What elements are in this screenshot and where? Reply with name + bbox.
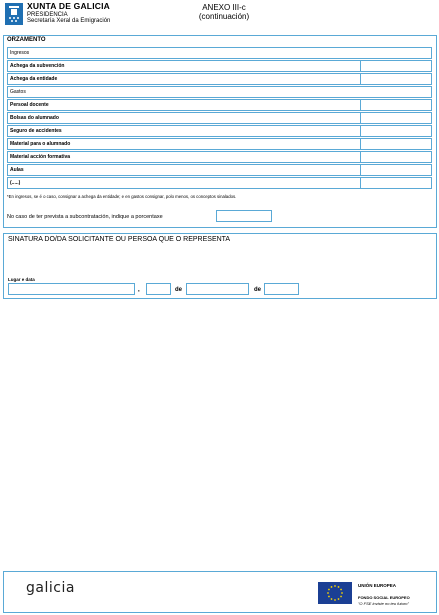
budget-row [7, 177, 432, 189]
budget-row-label: Achega da entidade [10, 76, 58, 82]
budget-row-label: Seguro de accidentes [10, 128, 62, 134]
budget-row-label: Gastos [10, 89, 26, 95]
de-separator-1: de [175, 287, 183, 293]
budget-row [7, 99, 432, 111]
budget-amount-input[interactable] [360, 151, 431, 163]
budget-row-label: Material acción formativa [10, 154, 71, 160]
eu-flag-star [340, 589, 342, 591]
budget-row [7, 47, 432, 59]
eu-flag-star [341, 592, 343, 594]
budget-amount-input[interactable] [360, 125, 431, 137]
budget-row-label: Aulas [10, 167, 24, 173]
annex-title-main: ANEXO III-c [202, 3, 246, 12]
de-separator-2: de [254, 287, 262, 293]
budget-amount-input[interactable] [360, 99, 431, 111]
budget-row-label: Material para o alumnado [10, 141, 71, 147]
subcontract-percentage-input[interactable] [216, 210, 272, 222]
budget-row-label: Bolsas do alumnado [10, 115, 59, 121]
year-input[interactable] [264, 283, 299, 295]
eu-flag-star [334, 599, 336, 601]
annex-title-sub: (continuación) [198, 12, 250, 21]
budget-row [7, 125, 432, 137]
eu-flag-star [338, 586, 340, 588]
place-date-label: Lugar e data [8, 277, 35, 282]
budget-row [7, 60, 432, 72]
subcontract-label: No caso de ter prevista a subcontratación, indique a porcentaxe [7, 214, 163, 220]
budget-amount-input[interactable] [360, 177, 431, 189]
budget-note: *En ingresos, se é o caso, consignar a achega da entidade; e en gastos consignar, polo menos, os conceptos sinalados. [7, 194, 237, 199]
galicia-coat-of-arms-icon [5, 3, 23, 25]
budget-row [7, 164, 432, 176]
eu-name: UNIÓN EUROPEA [358, 583, 397, 588]
eu-flag-star [331, 598, 333, 600]
signature-title: SINATURA DO/DA SOLICITANTE OU PERSOA QUE O REPRESENTA [8, 236, 231, 243]
month-input[interactable] [186, 283, 249, 295]
budget-row [7, 151, 432, 163]
org-presidencia: PRESIDENCIA [27, 12, 68, 18]
eu-flag-star [331, 586, 333, 588]
budget-row [7, 112, 432, 124]
place-input[interactable] [8, 283, 135, 295]
budget-amount-input[interactable] [360, 73, 431, 85]
galicia-logo: galicia [26, 580, 75, 596]
eu-flag-star [328, 596, 330, 598]
eu-flag-star [328, 589, 330, 591]
eu-flag-icon [318, 582, 352, 604]
org-secretaria: Secretaría Xeral da Emigración [27, 18, 111, 24]
budget-amount-input[interactable] [360, 112, 431, 124]
budget-row-label: Achega da subvención [10, 63, 65, 69]
budget-row [7, 86, 432, 98]
eu-flag-star [340, 596, 342, 598]
org-name: XUNTA DE GALICIA [27, 1, 111, 11]
budget-row-label: Persoal docente [10, 102, 49, 108]
budget-row [7, 73, 432, 85]
eu-flag-star [327, 592, 329, 594]
budget-amount-input[interactable] [360, 164, 431, 176]
budget-row-label: Ingresos [10, 50, 30, 56]
fse-name: FONDO SOCIAL EUROPEO [358, 595, 410, 600]
eu-flag-star [338, 598, 340, 600]
comma-separator: , [138, 287, 140, 293]
budget-title: ORZAMENTO [7, 37, 46, 43]
budget-row-label: (.....) [10, 180, 21, 186]
budget-amount-input[interactable] [360, 60, 431, 72]
budget-amount-input[interactable] [360, 138, 431, 150]
day-input[interactable] [146, 283, 171, 295]
eu-flag-star [334, 585, 336, 587]
budget-row [7, 138, 432, 150]
fse-slogan: "O FSE inviste no teu futuro" [358, 601, 409, 606]
annex-title [186, 3, 262, 21]
